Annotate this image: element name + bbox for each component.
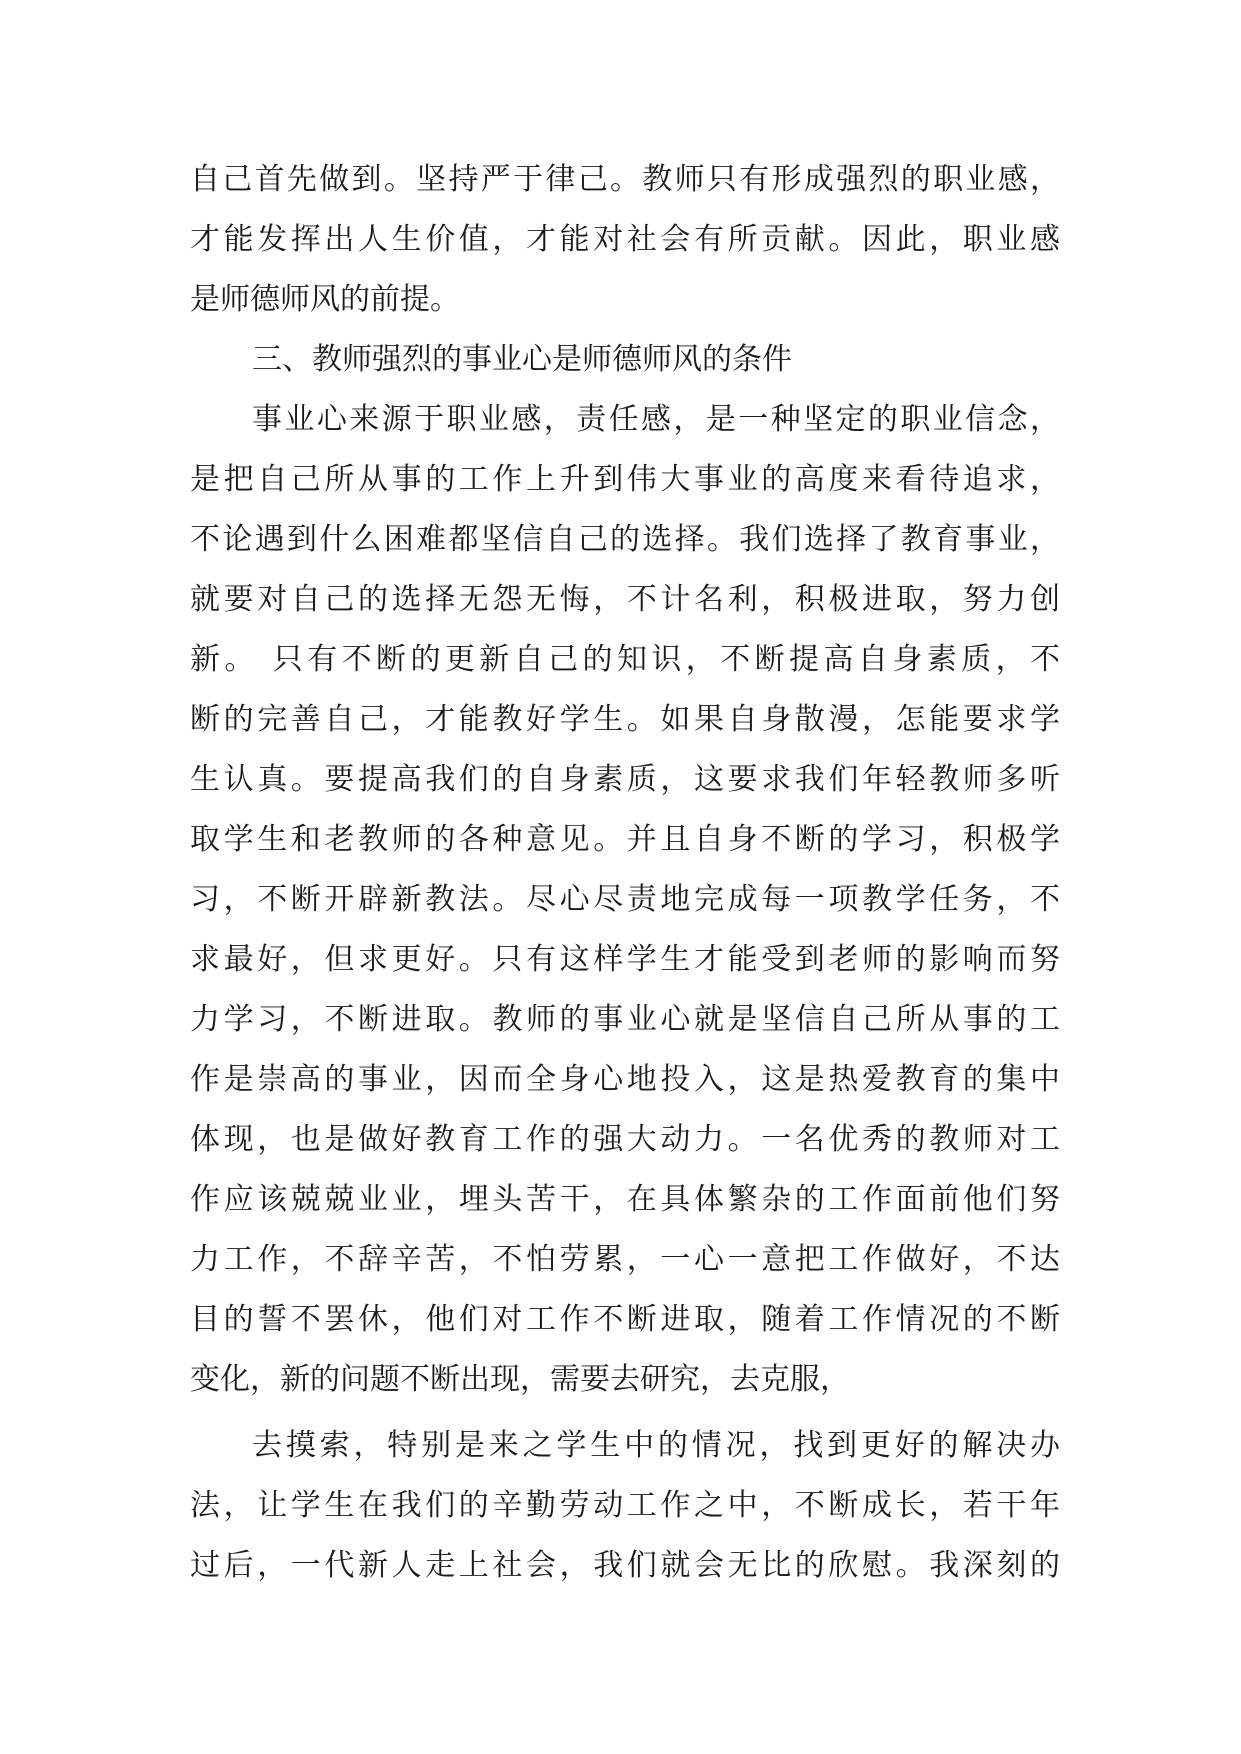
text-line: 体现，也是做好教育工作的强大动力。一名优秀的教师对工 (190, 1122, 1060, 1157)
text-line: 目的誓不罢休，他们对工作不断进取，随着工作情况的不断 (190, 1302, 1060, 1337)
text-line: 作是崇高的事业，因而全身心地投入，这是热爱教育的集中 (190, 1062, 1060, 1097)
text-line: 新。 只有不断的更新自己的知识，不断提高自身素质，不 (190, 642, 1060, 677)
text-line: 生认真。要提高我们的自身素质，这要求我们年轻教师多听 (190, 762, 1060, 797)
text-line: 习，不断开辟新教法。尽心尽责地完成每一项教学任务，不 (190, 882, 1060, 917)
text-line: 自己首先做到。坚持严于律己。教师只有形成强烈的职业感， (190, 162, 1060, 197)
text-line: 事业心来源于职业感，责任感，是一种坚定的职业信念， (252, 402, 1060, 437)
text-line: 取学生和老教师的各种意见。并且自身不断的学习，积极学 (190, 822, 1060, 857)
text-line: 变化，新的问题不断出现，需要去研究，去克服， (190, 1362, 850, 1397)
text-line: 断的完善自己，才能教好学生。如果自身散漫，怎能要求学 (190, 702, 1060, 737)
document-body (190, 150, 1060, 1596)
text-line: 力学习，不断进取。教师的事业心就是坚信自己所从事的工 (190, 1002, 1060, 1037)
text-line: 不论遇到什么困难都坚信自己的选择。我们选择了教育事业， (190, 522, 1060, 557)
text-line: 是师德师风的前提。 (190, 282, 460, 317)
text-line: 力工作，不辞辛苦，不怕劳累，一心一意把工作做好，不达 (190, 1242, 1060, 1277)
text-line: 是把自己所从事的工作上升到伟大事业的高度来看待追求， (190, 462, 1060, 497)
section-heading: 三、教师强烈的事业心是师德师风的条件 (252, 342, 792, 377)
text-line: 去摸索，特别是来之学生中的情况，找到更好的解决办 (252, 1428, 1060, 1463)
text-line: 求最好，但求更好。只有这样学生才能受到老师的影响而努 (190, 942, 1060, 977)
text-line: 过后，一代新人走上社会，我们就会无比的欣慰。我深刻的 (190, 1548, 1060, 1583)
text-line: 法，让学生在我们的辛勤劳动工作之中，不断成长，若干年 (190, 1488, 1060, 1523)
text-line: 就要对自己的选择无怨无悔，不计名利，积极进取，努力创 (190, 582, 1060, 617)
text-line: 才能发挥出人生价值，才能对社会有所贡献。因此，职业感 (190, 222, 1060, 257)
text-line: 作应该兢兢业业，埋头苦干，在具体繁杂的工作面前他们努 (190, 1182, 1060, 1217)
